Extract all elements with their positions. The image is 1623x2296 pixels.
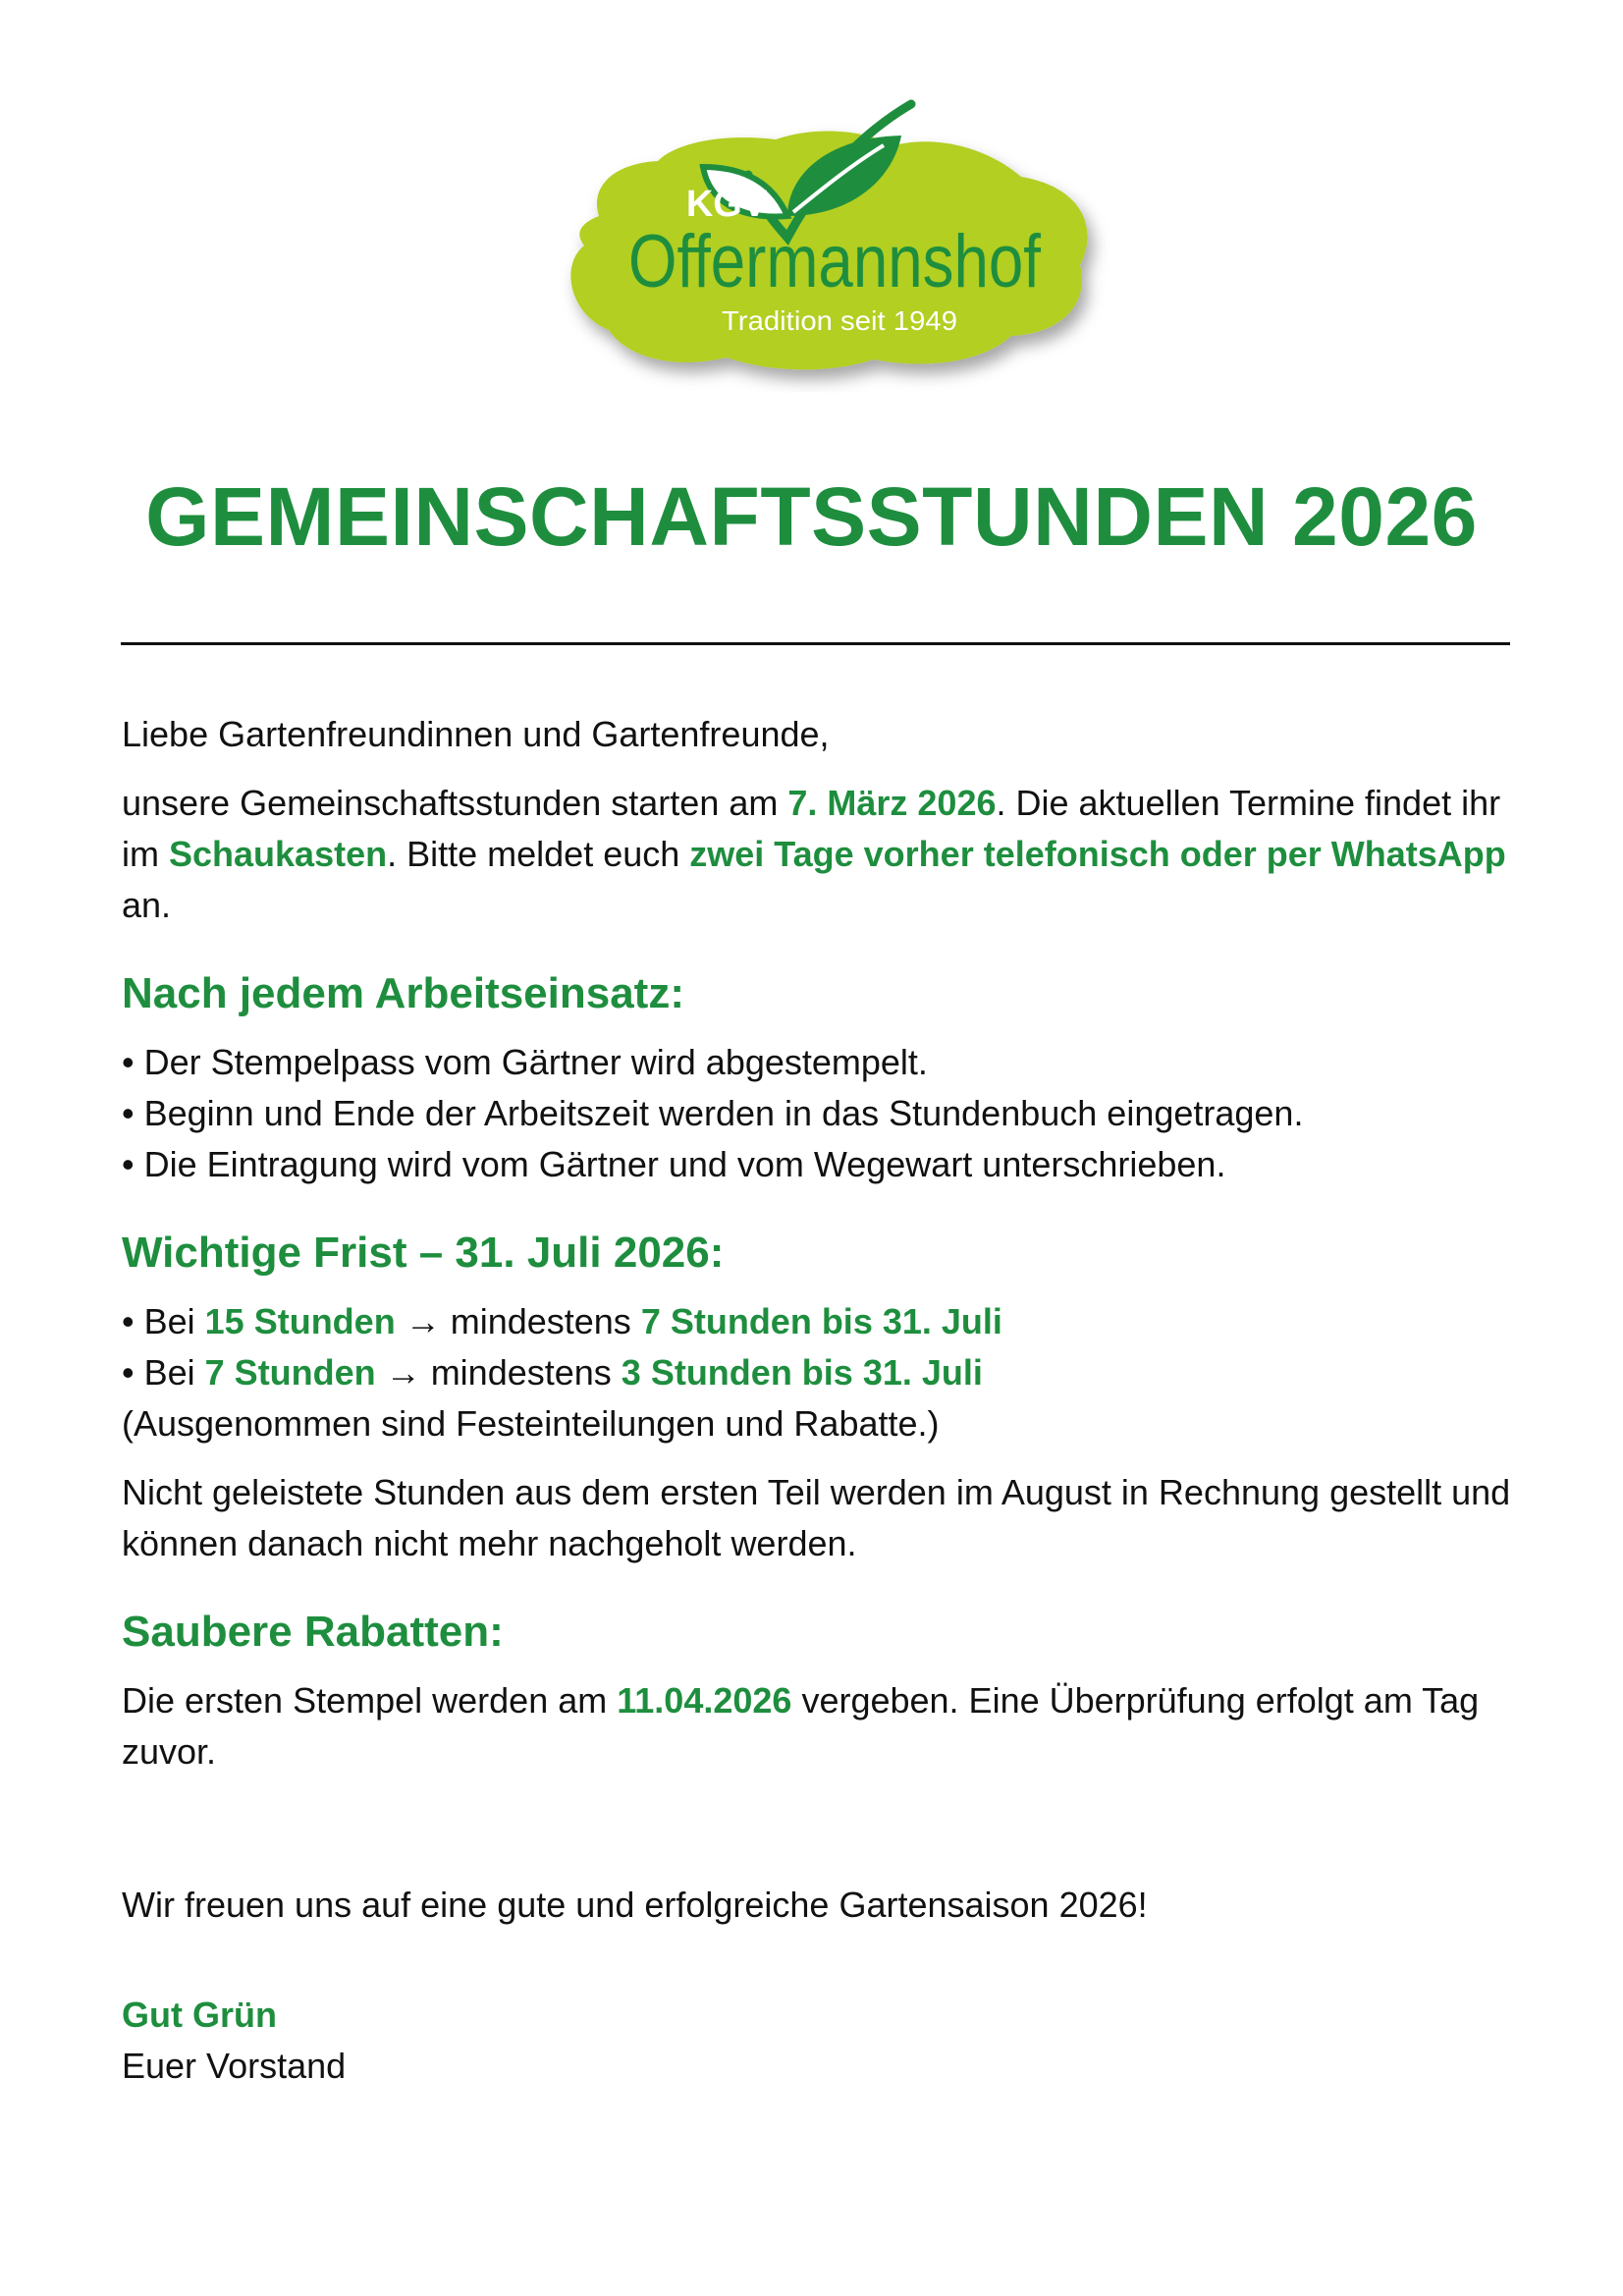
bullet-icon: • [122,1093,135,1133]
exception-note: (Ausgenommen sind Festeinteilungen und Rabatte.) [122,1403,940,1444]
signature: Euer Vorstand [122,2046,347,2086]
borders-paragraph: Die ersten Stempel werden am 11.04.2026 vergeben. Eine Überprüfung erfolgt am Tag zuvor. [122,1680,1480,1772]
logo-abbr: KGV [685,184,768,225]
section-heading-work: Nach jedem Arbeitseinsatz: [122,969,684,1017]
arrow-icon: → [375,1352,431,1393]
page-title: GEMEINSCHAFTSSTUNDEN 2026 [145,470,1478,563]
start-date: 7. März 2026 [787,783,997,823]
intro-paragraph: unsere Gemeinschaftsstunden starten am 7. März 2026. Die aktuellen Termine findet ihr im Schaukasten. Bitte meldet euch zwei Tage vorher telefonisch oder per WhatsApp an. [122,783,1506,925]
bullet-icon: • [122,1352,135,1393]
letter-body [122,709,1516,2092]
stamp-date: 11.04.2026 [617,1680,792,1721]
list-item: • Bei 15 Stunden → mindestens 7 Stunden bis 31. Juli [122,1301,1002,1341]
list-item: • Der Stempelpass vom Gärtner wird abgestempelt. [122,1042,928,1082]
section-heading-deadline: Wichtige Frist – 31. Juli 2026: [122,1229,725,1277]
logo-name: Offermannshof [628,220,1042,303]
closing-line: Wir freuen uns auf eine gute und erfolgreiche Gartensaison 2026! [122,1885,1148,1925]
billing-warning: Nicht geleistete Stunden aus dem ersten Teil werden im August in Rechnung gestellt und können danach nicht mehr nachgeholt werden. [122,1472,1511,1563]
logo-tagline: Tradition seit 1949 [722,305,957,336]
bullet-icon: • [122,1301,135,1341]
club-logo [530,69,1119,393]
work-steps-list [122,1037,1516,1190]
notice-board: Schaukasten [169,834,388,874]
signoff: Gut Grün [122,1995,277,2035]
title-divider [121,642,1510,645]
section-heading-borders: Saubere Rabatten: [122,1608,504,1656]
list-item: • Bei 7 Stunden → mindestens 3 Stunden bis 31. Juli [122,1352,983,1393]
bullet-icon: • [122,1144,135,1184]
list-item: • Die Eintragung wird vom Gärtner und vom Wegewart unterschrieben. [122,1144,1226,1184]
greeting: Liebe Gartenfreundinnen und Gartenfreunde, [122,714,830,754]
contact-method: zwei Tage vorher telefonisch oder per WhatsApp [689,834,1506,874]
arrow-icon: → [395,1301,451,1341]
deadline-rules-list [122,1296,1516,1449]
list-item: • Beginn und Ende der Arbeitszeit werden in das Stundenbuch eingetragen. [122,1093,1304,1133]
bullet-icon: • [122,1042,135,1082]
